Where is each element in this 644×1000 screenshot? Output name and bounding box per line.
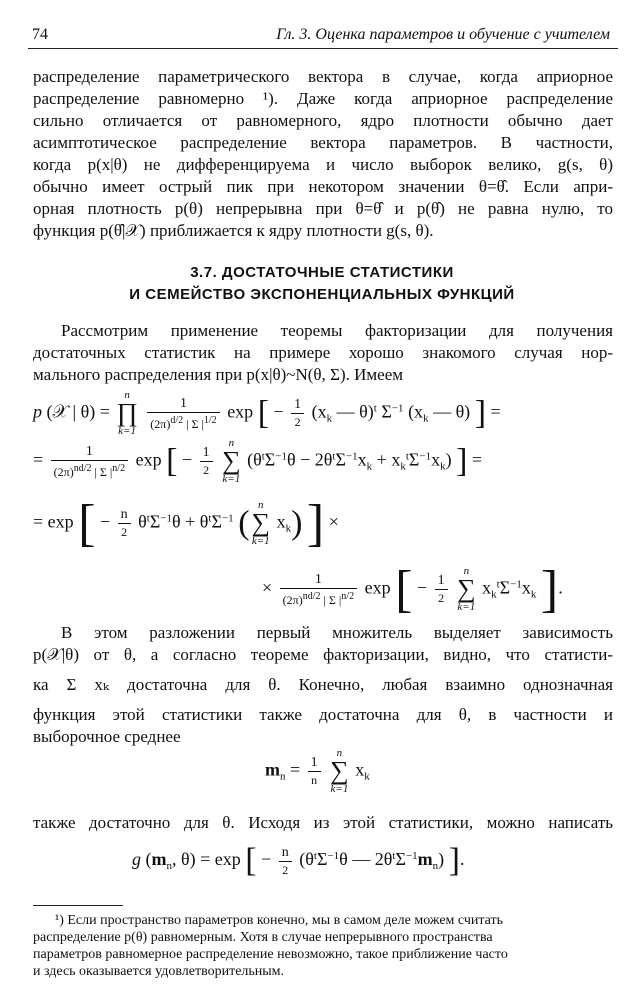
footnote <box>33 912 613 980</box>
text-line: распределение равномерно ¹). Даже когда априорное распределение <box>33 89 613 108</box>
text-line: достаточных статистик на примере хорошо знакомого случая нор- <box>33 343 613 362</box>
paragraph-factorization <box>33 622 613 748</box>
section-title-line2: И СЕМЕЙСТВО ЭКСПОНЕНЦИАЛЬНЫХ ФУНКЦИЙ <box>129 286 515 303</box>
text-line: обычно имеет острый пик при некотором значении θ=θ̂. Если апри- <box>33 177 613 196</box>
text-line: p(𝒳|θ) от θ, а согласно теореме факторизации, видно, что статисти- <box>33 645 613 664</box>
footnote-line: ¹) Если пространство параметров конечно, мы в самом деле можем считать <box>55 913 504 928</box>
text-line: также достаточно для θ. Исходя из этой статистики, можно написать <box>33 813 613 832</box>
text-line: сильно отличается от равномерного, ядро плотности обычно дает <box>33 111 613 130</box>
text-line: когда p(x|θ) не дифференцируема и число выборок велико, g(s, θ) <box>33 155 613 174</box>
equation-expanded: = $\frac{1}{(2\pi)^{nd/2} | \Sigma |^{n/2}}$ exp [ − $\frac{1}{2}$ n ∑ k=1 $(\theta^t\Sigma^{-1}\theta - 2\theta^t\Sigma^{-1}x_k + x_k^t\Sigma^{-1}x_k)$ ] = <box>33 437 483 485</box>
text-line: мального распределения при p(x|θ)~N(θ, Σ). Имеем <box>33 365 403 384</box>
text-line: выборочное среднее <box>33 727 181 746</box>
equation-likelihood: p (𝒳 | θ) = n ∏ k=1 $\frac{1}{(2\pi)^{d/2} | \Sigma |^{1/2}}$ exp [ − $\frac{1}{2}$ ($x_k$ — θ)$^t$ $\Sigma^{-1}$ ($x_k$ — θ) ] = <box>33 389 501 437</box>
page-header <box>28 22 618 49</box>
equation-second-factor: × $\frac{1}{(2\pi)^{nd/2} | \Sigma |^{n/2}}$ exp [ − $\frac{1}{2}$ n ∑ k=1 $x_k^t\Sigma^{-1}x_k$ ]. <box>262 561 563 618</box>
text-line: ка Σ xₖ достаточна для θ. Конечно, любая взаимно однозначная <box>33 675 613 694</box>
section-title-line1: 3.7. ДОСТАТОЧНЫЕ СТАТИСТИКИ <box>190 264 454 281</box>
text-line: орная плотность p(θ) непрерывна при θ=θ̂ и p(θ̂) не равна нулю, то <box>33 199 613 218</box>
text-line: распределение параметрического вектора в случае, когда априорное <box>33 67 613 86</box>
footnote-line: параметров равномерное распределение невозможно, такое приближение часто <box>33 947 508 962</box>
text-line: В этом разложении первый множитель выделяет зависимость <box>61 623 613 642</box>
paragraph-sufficiency <box>33 812 613 834</box>
paragraph-intro-normal <box>33 320 613 386</box>
text-line: функция этой статистики также достаточна для θ, в частности и <box>33 705 613 724</box>
equation-kernel: g ($m_n$, θ) = exp [ − $\frac{n}{2}$ ($\theta^t\Sigma^{-1}\theta$ — $2\theta^t\Sigma^{-1}m_n$) ]. <box>132 842 465 879</box>
intro-paragraph <box>33 66 613 242</box>
footnote-rule <box>33 905 123 906</box>
footnote-line: и здесь оказывается удовлетворительным. <box>33 964 285 979</box>
footnote-line: распределение p(θ) равномерным. Хотя в случае непрерывного пространства <box>33 930 493 945</box>
running-head: Гл. 3. Оценка параметров и обучение с учителем <box>276 26 610 43</box>
equation-sample-mean: $m_n$ = $\frac{1}{n}$ n ∑ k=1 $x_k$ <box>265 747 370 795</box>
page-number: 74 <box>32 26 48 43</box>
equation-factored: = exp [ − $\frac{n}{2}$ $\theta^t\Sigma^{-1}\theta + \theta^t\Sigma^{-1}$ ( n ∑ k=1 $x_k$) ] × <box>33 495 339 552</box>
text-line: функция p(θ̂|𝒳) приближается к ядру плотности g(s, θ). <box>33 221 434 240</box>
text-line: асимптотическое распределение вектора параметров. В частности, <box>33 133 613 152</box>
text-line: Рассмотрим применение теоремы факторизации для получения <box>61 321 613 340</box>
